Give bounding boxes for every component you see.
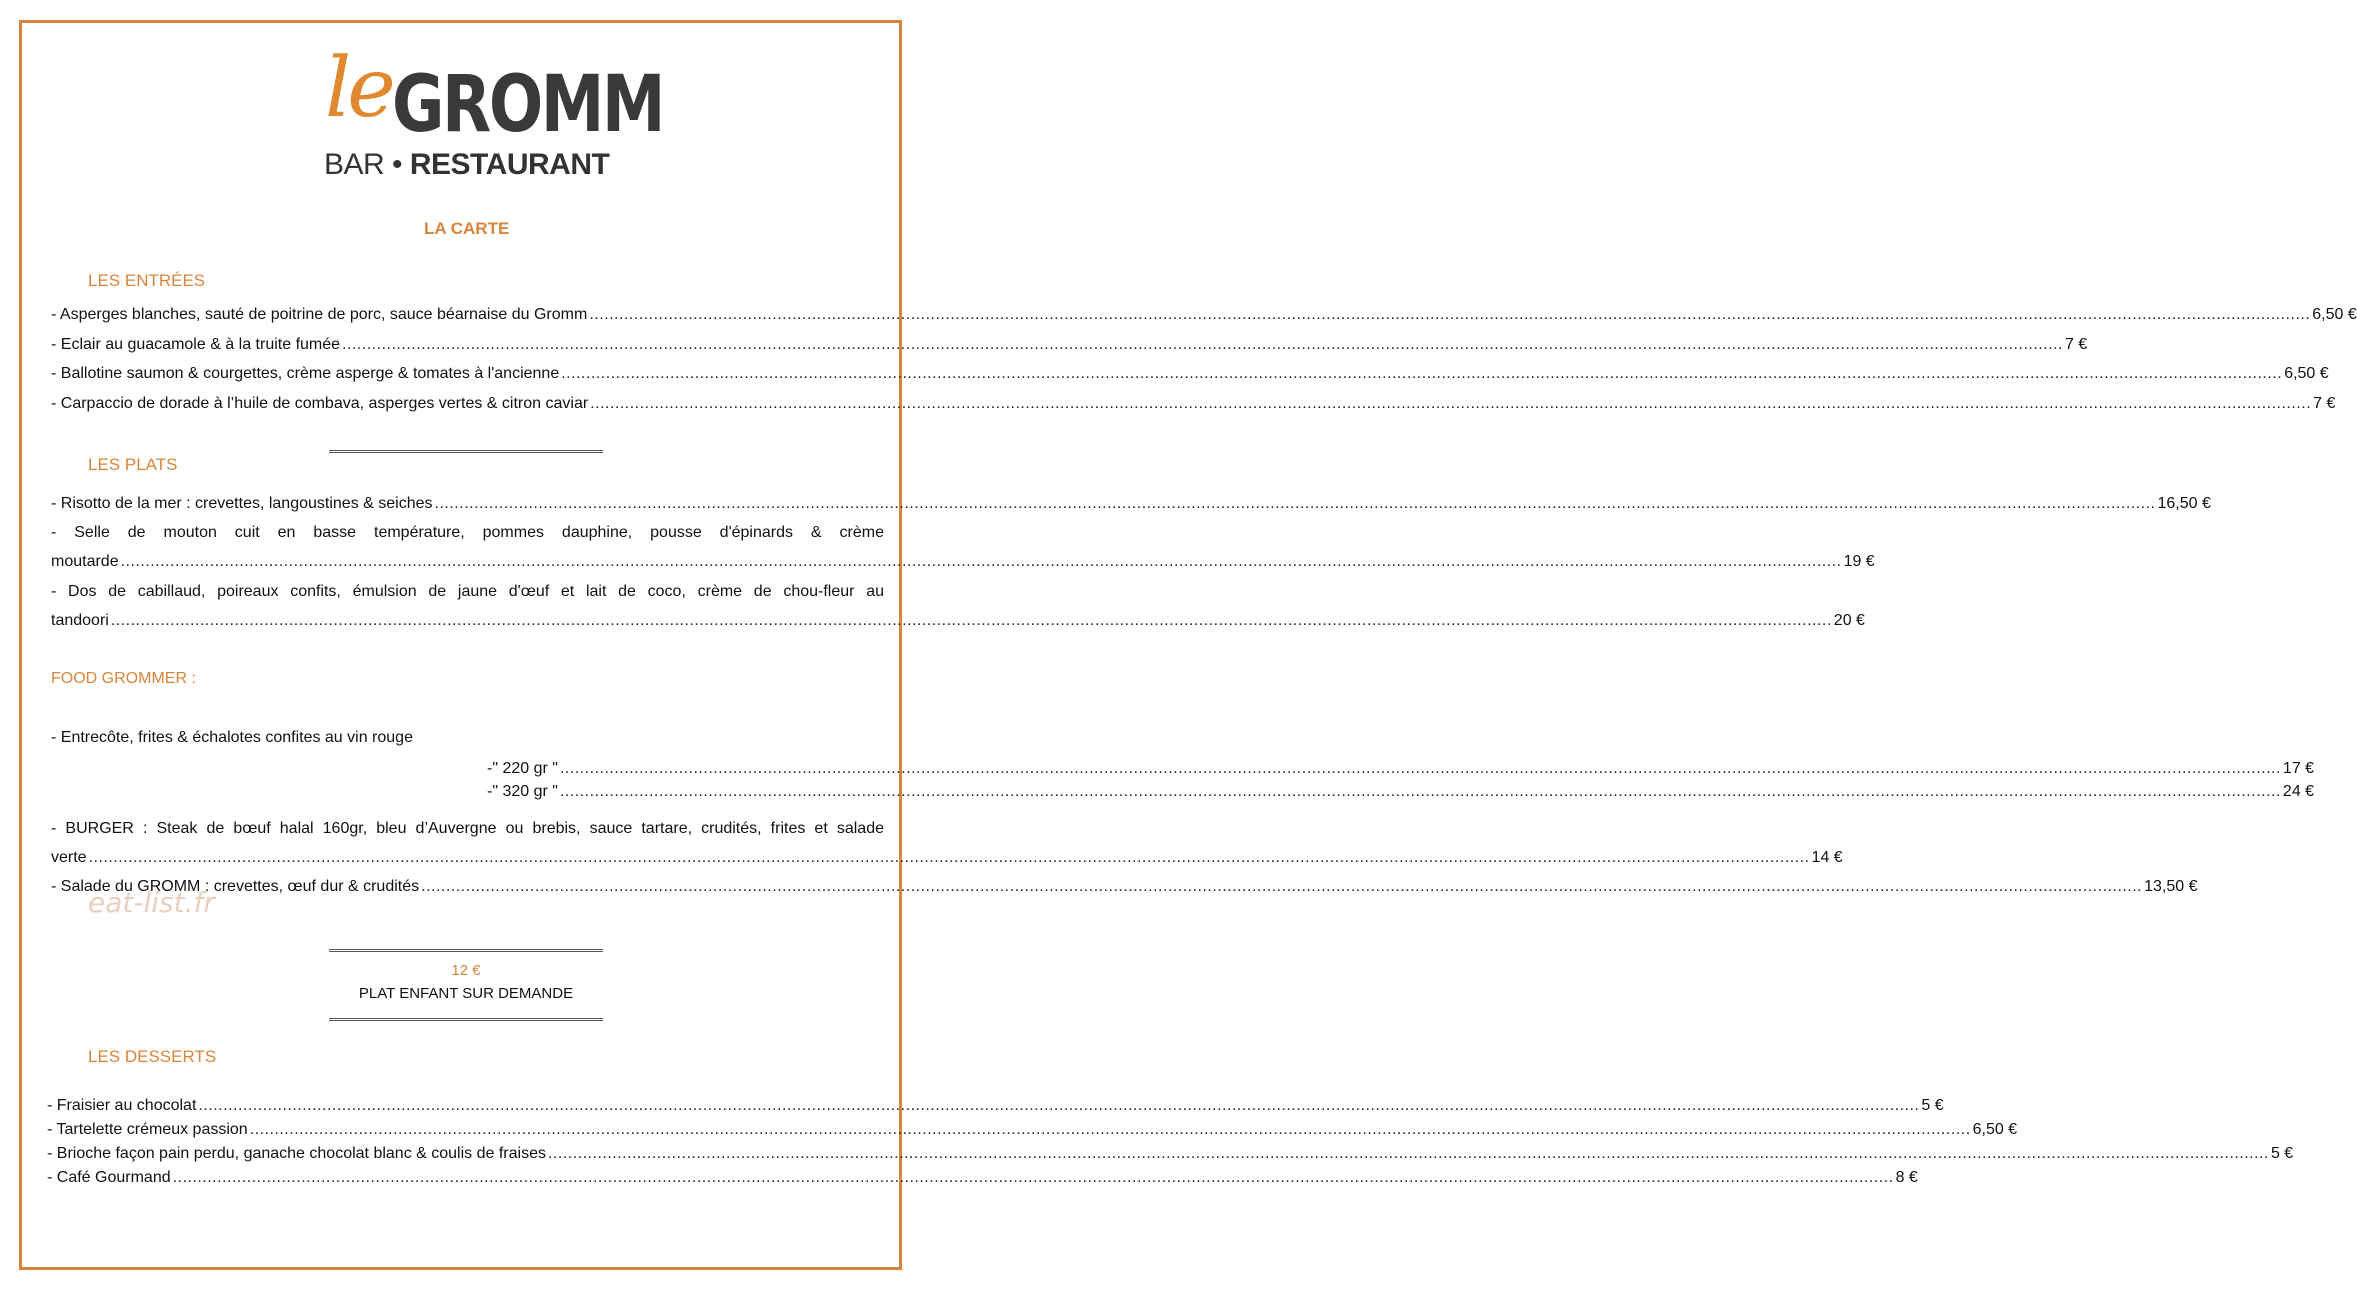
leader-dots: ............................................................................................................................................................................................................................................................................................................................................................ (198, 1097, 1920, 1114)
item-name: moutarde (51, 553, 119, 570)
menu-item (47, 1144, 2294, 1164)
menu-item (51, 305, 2357, 325)
leader-dots: ............................................................................................................................................................................................................................................................................................................................................................ (561, 365, 2283, 382)
leader-dots: ............................................................................................................................................................................................................................................................................................................................................................ (342, 336, 2063, 353)
item-name: - Brioche façon pain perdu, ganache chocolat blanc & coulis de fraises (47, 1145, 546, 1162)
menu-frame (19, 20, 902, 1270)
menu-item-line: - Dos de cabillaud, poireaux confits, émulsion de jaune d'œuf et lait de coco, crème de chou-fleur au (51, 583, 884, 600)
item-name: - Salade du GROMM : crevettes, œuf dur & crudités (51, 878, 420, 895)
item-price: 14 € (1811, 849, 1843, 866)
item-price: 6,50 € (2284, 365, 2329, 382)
size-label: -" 220 gr " (487, 760, 558, 777)
section-heading-plats: LES PLATS (88, 455, 178, 474)
item-name: - Fraisier au chocolat (47, 1097, 197, 1114)
logo-sub-bar: BAR • (324, 148, 403, 181)
menu-item (51, 394, 2336, 414)
menu-item (47, 1096, 1944, 1116)
leader-dots: ............................................................................................................................................................................................................................................................................................................................................................ (110, 612, 1832, 629)
item-price: 16,50 € (2157, 495, 2211, 512)
logo-sub-restaurant: RESTAURANT (409, 148, 610, 181)
kids-price: 12 € (451, 962, 481, 979)
item-price: 7 € (2065, 336, 2088, 353)
size-label: -" 320 gr " (487, 783, 558, 800)
item-price: 6,50 € (1972, 1121, 2018, 1138)
item-price: 13,50 € (2144, 878, 2198, 895)
item-price: 7 € (2313, 395, 2336, 412)
item-name: - Café Gourmand (47, 1169, 171, 1186)
watermark: eat-list.fr (88, 886, 215, 919)
item-price: 6,50 € (2312, 306, 2357, 323)
item-name: - Ballotine saumon & courgettes, crème asperge & tomates à l'ancienne (51, 365, 560, 382)
section-heading-food-grommer: FOOD GROMMER : (51, 670, 196, 687)
menu-item-line: - Selle de mouton cuit en basse température, pommes dauphine, pousse d'épinards & crème (51, 524, 884, 541)
logo-gromm: GROMM (392, 60, 664, 150)
item-price: 20 € (1833, 612, 1865, 629)
menu-item (47, 1120, 2018, 1140)
leader-dots: ............................................................................................................................................................................................................................................................................................................................................................ (249, 1121, 1971, 1138)
section-divider (329, 949, 603, 952)
leader-dots: ............................................................................................................................................................................................................................................................................................................................................................ (559, 783, 2281, 800)
size-option (487, 759, 2315, 779)
menu-item (51, 552, 1875, 572)
menu-item (51, 494, 2211, 514)
leader-dots: ............................................................................................................................................................................................................................................................................................................................................................ (421, 878, 2143, 895)
item-name: - Risotto de la mer : crevettes, langoustines & seiches (51, 495, 433, 512)
size-option (487, 782, 2315, 802)
section-heading-entrees: LES ENTRÉES (88, 271, 206, 290)
leader-dots: ............................................................................................................................................................................................................................................................................................................................................................ (172, 1169, 1894, 1186)
leader-dots: ............................................................................................................................................................................................................................................................................................................................................................ (88, 849, 1810, 866)
menu-item-line: - BURGER : Steak de bœuf halal 160gr, bleu d’Auvergne ou brebis, sauce tartare, crudités, frites et salade (51, 820, 884, 837)
leader-dots: ............................................................................................................................................................................................................................................................................................................................................................ (547, 1145, 2269, 1162)
item-price: 5 € (1921, 1097, 1944, 1114)
logo-subtitle (324, 150, 609, 180)
size-price: 17 € (2282, 760, 2315, 777)
leader-dots: ............................................................................................................................................................................................................................................................................................................................................................ (559, 760, 2281, 777)
menu-item (51, 848, 1843, 868)
menu-item (51, 364, 2329, 384)
leader-dots: ............................................................................................................................................................................................................................................................................................................................................................ (589, 306, 2311, 323)
item-name: verte (51, 849, 87, 866)
section-divider (329, 1018, 603, 1021)
menu-item (51, 611, 1865, 631)
menu-item (51, 335, 2088, 355)
size-price: 24 € (2282, 783, 2315, 800)
section-divider (329, 450, 603, 453)
item-name: - Eclair au guacamole & à la truite fumée (51, 336, 341, 353)
kids-label: PLAT ENFANT SUR DEMANDE (358, 985, 574, 1002)
logo-le: le (325, 41, 392, 136)
item-price: 8 € (1895, 1169, 1918, 1186)
leader-dots: ............................................................................................................................................................................................................................................................................................................................................................ (434, 495, 2156, 512)
item-name: - Carpaccio de dorade à l’huile de combava, asperges vertes & citron caviar (51, 395, 589, 412)
item-price: 19 € (1843, 553, 1875, 570)
leader-dots: ............................................................................................................................................................................................................................................................................................................................................................ (590, 395, 2312, 412)
page-title: LA CARTE (424, 219, 510, 238)
item-name: - Tartelette crémeux passion (47, 1121, 248, 1138)
leader-dots: ............................................................................................................................................................................................................................................................................................................................................................ (120, 553, 1842, 570)
section-heading-desserts: LES DESSERTS (88, 1047, 217, 1066)
menu-item-line: - Entrecôte, frites & échalotes confites au vin rouge (51, 729, 413, 746)
item-price: 5 € (2270, 1145, 2294, 1162)
item-name: - Asperges blanches, sauté de poitrine de porc, sauce béarnaise du Gromm (51, 306, 588, 323)
item-name: tandoori (51, 612, 109, 629)
menu-item (47, 1168, 1918, 1188)
